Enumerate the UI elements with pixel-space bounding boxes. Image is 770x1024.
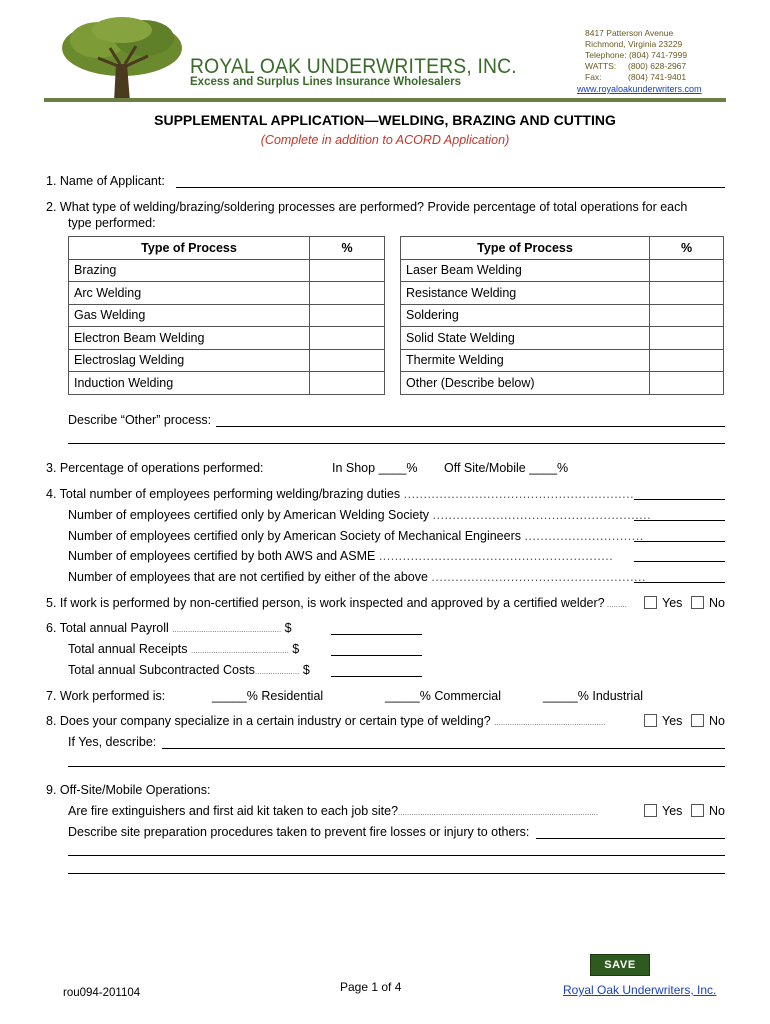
process-table-right: Type of Process % Laser Beam Welding Resistance Welding Soldering Solid State Welding Thermite Welding Other (Describe below) (400, 236, 724, 395)
percent-field[interactable] (310, 304, 385, 327)
percent-field[interactable] (650, 372, 724, 395)
aws-employees-field[interactable] (634, 520, 725, 521)
site-prep-field[interactable] (536, 838, 725, 839)
specialize-describe-field-2[interactable] (68, 766, 725, 767)
q5-label: 5. If work is performed by non-certified person, is work inspected and approved by a certified welder? ......... (46, 596, 627, 610)
company-address: 8417 Patterson Avenue Richmond, Virginia 23229 Telephone: (804) 741-7999 WATTS: (800) 628-2967 Fax: (804) 741-9401 (585, 28, 688, 82)
receipts-field[interactable] (331, 655, 422, 656)
form-title: SUPPLEMENTAL APPLICATION—WELDING, BRAZING AND CUTTING (154, 112, 616, 128)
applicant-name-field[interactable] (176, 187, 725, 188)
percent-field[interactable] (310, 349, 385, 372)
footer-company-link[interactable]: Royal Oak Underwriters, Inc. (563, 983, 717, 997)
q4a-label: Number of employees certified only by American Welding Society ....................................................... (68, 508, 652, 522)
form-subtitle: (Complete in addition to ACORD Application) (260, 133, 510, 147)
q9b-label: Describe site preparation procedures taken to prevent fire losses or injury to others: (68, 825, 530, 839)
q4-label: 4. Total number of employees performing welding/brazing duties .......................................................... (46, 487, 635, 501)
percent-field[interactable] (650, 259, 724, 282)
website-link[interactable]: www.royaloakunderwriters.com (577, 84, 702, 94)
q8-yes-label: Yes (662, 714, 683, 728)
offsite-percent[interactable]: Off Site/Mobile ____% (444, 461, 569, 475)
q6b-label: Total annual Receipts ............................................ $ (68, 642, 300, 656)
percent-field[interactable] (650, 327, 724, 350)
q4d-label: Number of employees that are not certified by either of the above ...................................................... (68, 570, 646, 584)
q9-yes-checkbox[interactable] (644, 804, 657, 817)
q9-no-label: No (709, 804, 725, 818)
q9-label: 9. Off-Site/Mobile Operations: (46, 783, 211, 797)
asme-employees-field[interactable] (634, 541, 725, 542)
save-button[interactable]: SAVE (590, 954, 650, 976)
subcontracted-costs-field[interactable] (331, 676, 422, 677)
q9-yes-label: Yes (662, 804, 683, 818)
page-number: Page 1 of 4 (340, 980, 402, 994)
q7-label: 7. Work performed is: (46, 689, 166, 703)
percent-field[interactable] (650, 304, 724, 327)
q9a-label: Are fire extinguishers and first aid kit taken to each job site?.......................................................................................... (68, 804, 599, 818)
q8-no-checkbox[interactable] (691, 714, 704, 727)
not-certified-employees-field[interactable] (634, 582, 725, 583)
q5-yes-checkbox[interactable] (644, 596, 657, 609)
q1-label: 1. Name of Applicant: (46, 174, 165, 188)
process-table-left: Type of Process % Brazing Arc Welding Gas Welding Electron Beam Welding Electroslag Welding Induction Welding (68, 236, 385, 395)
percent-field[interactable] (310, 259, 385, 282)
q2-label-cont: type performed: (68, 216, 156, 230)
company-name: ROYAL OAK UNDERWRITERS, INC. (190, 55, 517, 78)
q4b-label: Number of employees certified only by American Society of Mechanical Engineers .............................. (68, 529, 644, 543)
percent-field[interactable] (310, 327, 385, 350)
q8-describe-label: If Yes, describe: (68, 735, 157, 749)
percent-field[interactable] (650, 282, 724, 305)
percent-field[interactable] (310, 372, 385, 395)
residential-percent[interactable]: _____% Residential (212, 689, 324, 703)
describe-other-field[interactable] (216, 426, 725, 427)
percent-field[interactable] (310, 282, 385, 305)
q3-label: 3. Percentage of operations performed: (46, 461, 264, 475)
site-prep-field-2[interactable] (68, 855, 725, 856)
site-prep-field-3[interactable] (68, 873, 725, 874)
company-tagline: Excess and Surplus Lines Insurance Wholesalers (190, 76, 461, 88)
describe-other-label: Describe “Other” process: (68, 413, 212, 427)
q5-no-label: No (709, 596, 725, 610)
q6a-label: 6. Total annual Payroll ................................................. $ (46, 621, 292, 635)
industrial-percent[interactable]: _____% Industrial (543, 689, 644, 703)
total-employees-field[interactable] (634, 499, 725, 500)
describe-other-field-2[interactable] (68, 443, 725, 444)
q2-label: 2. What type of welding/brazing/soldering processes are performed? Provide percentage of total operations for each (46, 200, 688, 214)
q5-no-checkbox[interactable] (691, 596, 704, 609)
in-shop-percent[interactable]: In Shop ____% (332, 461, 418, 475)
q8-no-label: No (709, 714, 725, 728)
q8-yes-checkbox[interactable] (644, 714, 657, 727)
payroll-field[interactable] (331, 634, 422, 635)
form-code: rou094-201104 (63, 987, 141, 999)
commercial-percent[interactable]: _____% Commercial (385, 689, 502, 703)
specialize-describe-field[interactable] (162, 748, 725, 749)
oak-tree-logo (58, 14, 186, 106)
q5-yes-label: Yes (662, 596, 683, 610)
percent-field[interactable] (650, 349, 724, 372)
q8-label: 8. Does your company specialize in a certain industry or certain type of welding? .................................................. (46, 714, 606, 728)
q4c-label: Number of employees certified by both AWS and ASME ........................................................... (68, 549, 614, 563)
header-divider (44, 98, 726, 102)
both-employees-field[interactable] (634, 561, 725, 562)
q9-no-checkbox[interactable] (691, 804, 704, 817)
q6c-label: Total annual Subcontracted Costs.................... $ (68, 663, 310, 677)
